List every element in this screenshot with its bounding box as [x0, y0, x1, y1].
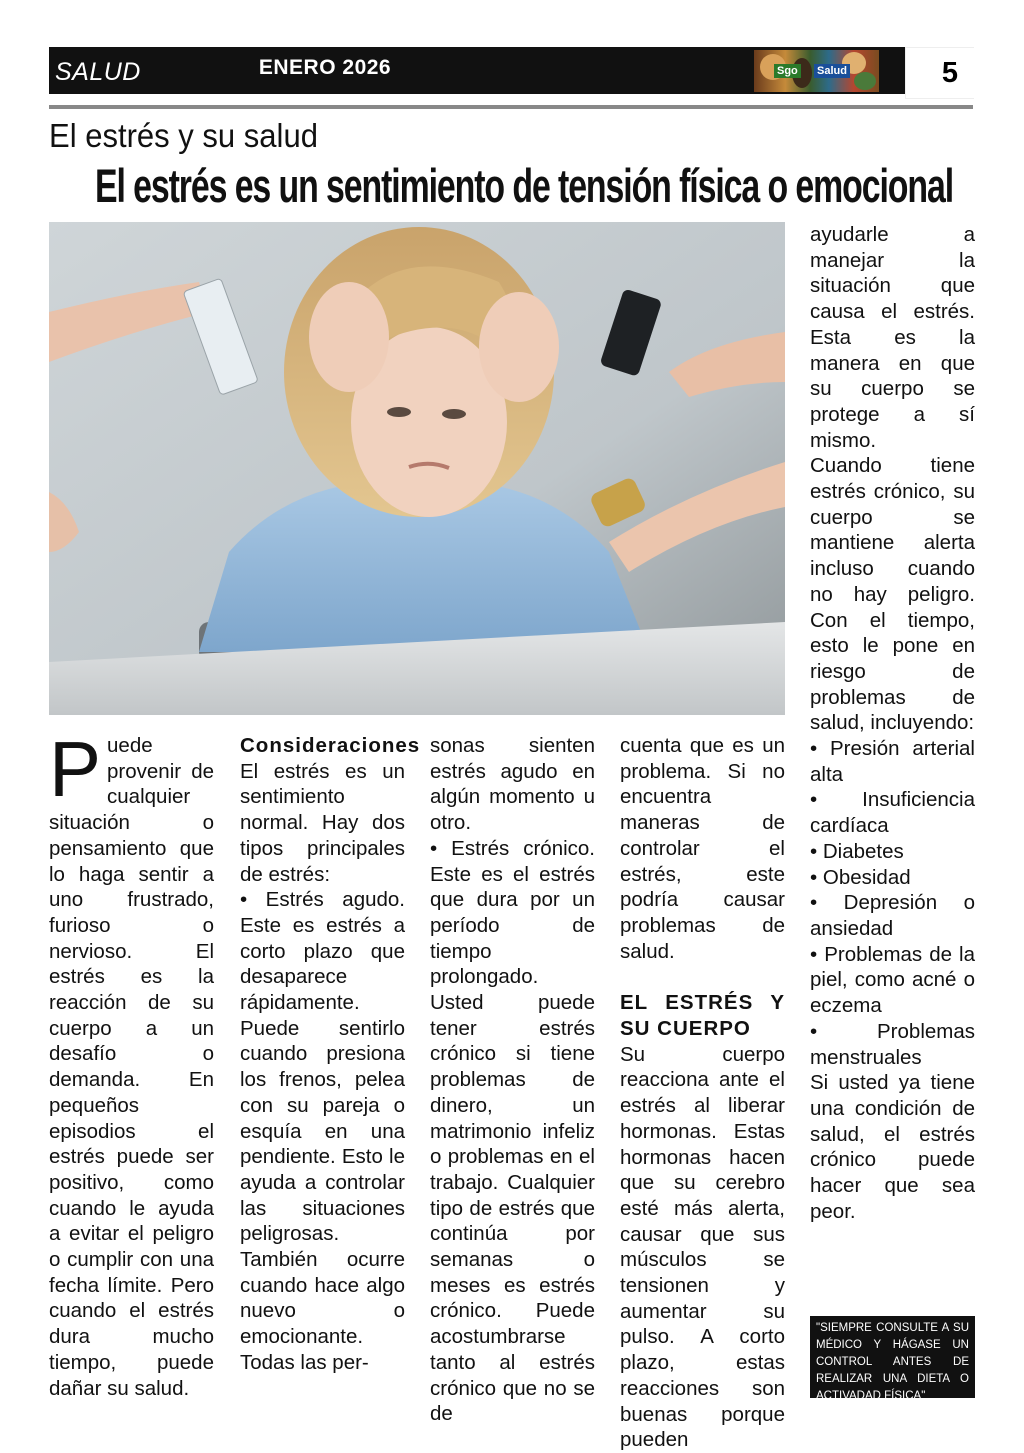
- publication-logo: [754, 50, 879, 92]
- drop-cap: P: [49, 725, 102, 813]
- column-5-paragraph-1: ayudarle a manejar la situación que causa el estrés. Esta es la manera en que su cuerpo se protege a sí mismo.: [810, 223, 975, 452]
- list-item: • Diabetes: [810, 839, 904, 863]
- issue-date: ENERO 2026: [258, 56, 392, 79]
- list-item: • Problemas menstruales: [810, 1019, 975, 1069]
- list-item: • Insuficiencia cardíaca: [810, 788, 975, 838]
- article-column-3: [430, 733, 595, 1427]
- section-label: SALUD: [55, 58, 141, 86]
- column-4-paragraph-1: cuenta que es un problema. Si no encuentra maneras de controlar el estrés, este podría causar problemas de salud.: [620, 734, 785, 963]
- article-column-4: [620, 733, 785, 1453]
- list-item: • Problemas de la piel, como acné o eczema: [810, 942, 975, 1018]
- column-2-paragraph-1: El estrés es un sentimiento normal. Hay dos tipos principales de estrés:: [240, 759, 405, 886]
- article-headline: El estrés es un sentimiento de tensión física o emocional: [95, 159, 954, 212]
- column-3-paragraph-2: • Estrés crónico. Este es el estrés que dura por un período de tiempo prolongado. Usted puede tener estrés crónico si tiene problemas de dinero, un matrimonio infeliz o problemas en el trabajo. Cualquier tipo de estrés que continúa por semanas o meses es estrés crónico. Puede acostumbrarse tanto al estrés crónico que no se de: [430, 836, 595, 1426]
- health-advice-callout: "SIEMPRE CONSULTE A SU MÉDICO Y HÁGASE UN CONTROL ANTES DE REALIZAR UNA DIETA O ACTIVADAD FÍSICA": [810, 1316, 975, 1398]
- column-2-paragraph-2: • Estrés agudo. Este es estrés a corto plazo que desaparece rápidamente. Puede sentirlo cuando presiona los frenos, pelea con su pareja o esquía en una pendiente. Esto le ayuda a controlar las situaciones peligrosas. También ocurre cuando hace algo nuevo o emocionante. Todas las per-: [240, 888, 405, 1374]
- logo-text-sgo: Sgo: [774, 64, 801, 78]
- article-column-1: [49, 725, 214, 1401]
- stressed-woman-photo: [49, 222, 785, 715]
- column-3-paragraph-1: sonas sienten estrés agudo en algún momento u otro.: [430, 734, 595, 835]
- column-5-paragraph-3: Si usted ya tiene una condición de salud, el estrés crónico puede hacer que sea peor.: [810, 1071, 975, 1223]
- article-kicker: El estrés y su salud: [49, 117, 318, 154]
- column-5-paragraph-2: Cuando tiene estrés crónico, su cuerpo se mantiene alerta incluso cuando no hay peligro. Con el tiempo, esto le pone en riesgo de problemas de salud, incluyendo:: [810, 454, 975, 735]
- page-number: 5: [941, 57, 959, 89]
- list-item: • Presión arterial alta: [810, 737, 975, 786]
- header-rule: [49, 105, 973, 109]
- subhead-estres-cuerpo: EL ESTRÉS Y SU CUERPO: [620, 991, 785, 1041]
- column-1-text: uede provenir de cualquier situación o pensamiento que lo haga sentir a uno frustrado, furioso o nervioso. El estrés es la reacción de su cuerpo a un desafío o demanda. En pequeños episodios el estrés puede ser positivo, como cuando le ayuda a evitar el peligro o cumplir con una fecha límite. Pero cuando el estrés dura mucho tiempo, puede dañar su salud.: [49, 734, 214, 1400]
- column-4-paragraph-2: Su cuerpo reacciona ante el estrés al liberar hormonas. Estas hormonas hacen que su cerebro esté más alerta, causar que sus músculos se tensionen y aumentar su pulso. A corto plazo, estas reacciones son buenas porque pueden: [620, 1042, 785, 1452]
- photo-illustration: [49, 222, 785, 715]
- list-item: • Obesidad: [810, 865, 911, 889]
- list-item: • Depresión o ansiedad: [810, 891, 975, 940]
- article-column-5: [810, 222, 975, 1224]
- subhead-consideraciones: Consideraciones: [240, 734, 421, 757]
- article-column-2: [240, 733, 421, 1376]
- logo-text-salud: Salud: [814, 64, 850, 78]
